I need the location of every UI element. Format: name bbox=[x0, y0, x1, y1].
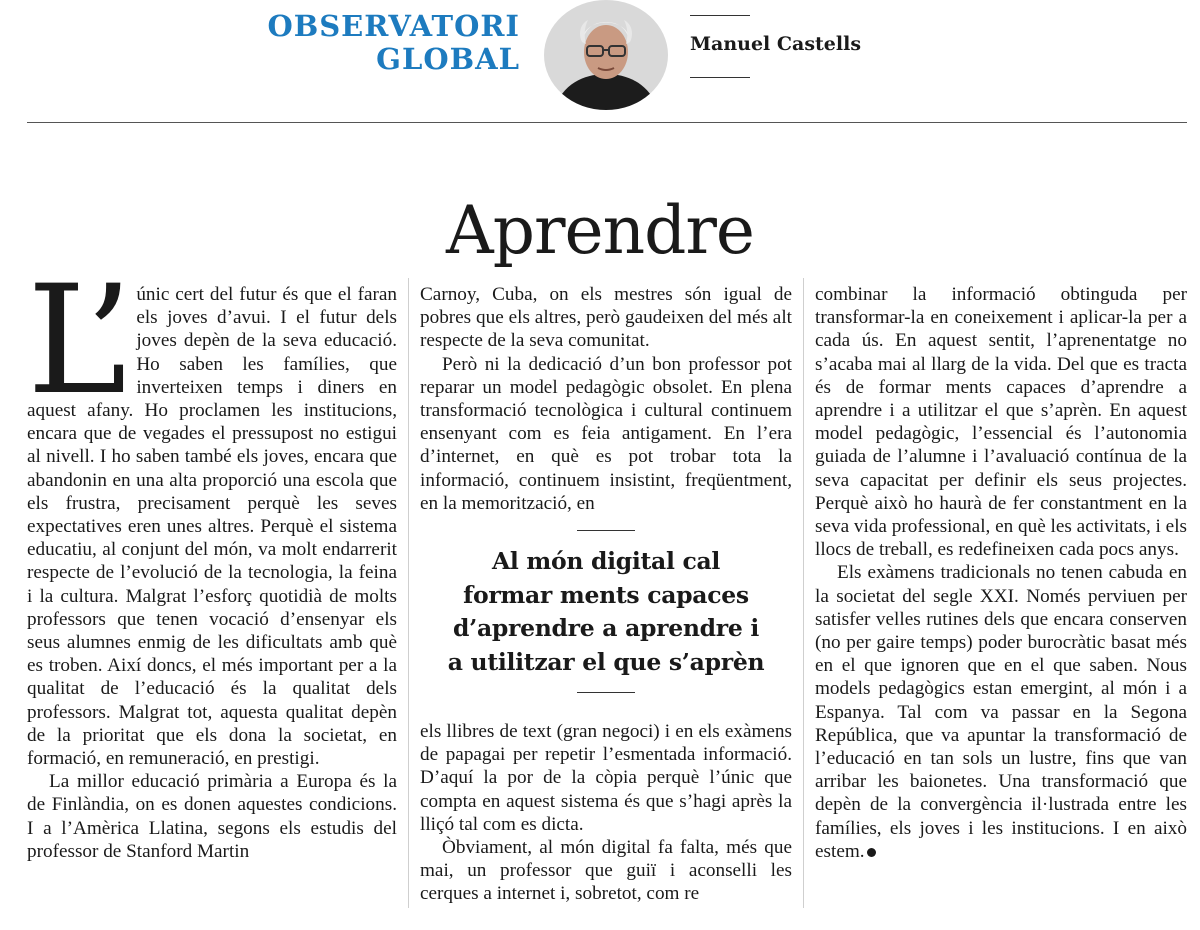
pull-quote-line: Al món digital cal bbox=[491, 547, 721, 575]
article-headline: Aprendre bbox=[446, 192, 754, 270]
article-paragraph: Òbviament, al món digital fa falta, més que mai, un professor que guiï i aconselli les cerques a internet i, sobretot, com re bbox=[420, 837, 792, 905]
article-column-2-bottom bbox=[420, 720, 792, 906]
pullquote-rule-top bbox=[577, 530, 635, 531]
article-column-3 bbox=[815, 283, 1187, 863]
article-paragraph: els llibres de text (gran negoci) i en els exàmens de papagai per repetir l’esmentada informació. D’aquí la por de la còpia perquè l’únic que compta en aquest sistema és que s’hagi après la lliçó tal com es dicta. bbox=[420, 721, 792, 835]
pullquote-rule-bottom bbox=[577, 692, 635, 693]
header-divider bbox=[27, 122, 1187, 123]
author-rule-top bbox=[690, 15, 750, 16]
paragraph-text: Els exàmens tradicionals no tenen cabuda en la societat del segle XXI. Només perviuen per satisfer velles rutines dels que encara conserven (no per gaire temps) poder burocràtic basat més en el que ignoren que en el que saben. Nous models pedagògics estan emergint, al món i a Espanya. Tal com va passar en la Segona República, que va apuntar la transformació de l’educació en tan sols un lustre, fins que van arribar les baionetes. Una transformació que depèn de la convergència il·lustrada entre les famílies, els joves i les institucions. I en això estem. bbox=[815, 562, 1187, 862]
article-paragraph: La millor educació primària a Europa és la de Finlàndia, on es donen aquestes condicions. I a l’Amèrica Llatina, segons els estudis del professor de Stanford Martin bbox=[27, 771, 397, 862]
article-column-1 bbox=[27, 254, 397, 863]
article-column-2-top bbox=[420, 283, 792, 515]
pull-quote bbox=[420, 545, 792, 679]
author-byline: Manuel Castells bbox=[690, 33, 862, 55]
section-title-line2: GLOBAL bbox=[376, 42, 520, 76]
column-divider bbox=[803, 278, 804, 908]
article-paragraph bbox=[815, 561, 1187, 863]
pull-quote-line: formar ments capaces bbox=[463, 580, 749, 609]
end-of-article-mark bbox=[867, 848, 876, 857]
article-paragraph: Però ni la dedicació d’un bon professor pot reparar un model pedagògic obsolet. En plena transformació tecnològica i cultural continuem ensenyant com es feia antigament. En l’era d’internet, en què es pot trobar tota la informació, continuem insistint, freqüentment, en la memorització, en bbox=[420, 353, 792, 514]
paragraph-text: únic cert del futur és que el faran els joves d’avui. I el futur dels joves depèn de la seva educació. Ho saben les famílies, que inverteixen temps i diners en aquest afany. Ho proclamen les institucions, encara que de vegades el pressupost no estigui al nivell. I ho saben també els joves, encara que abandonin en una alta proporció una escola que els frustra, precisament perquè les seves expectatives eren unes altres. Perquè el sistema educatiu, al conjunt del món, va molt endarrerit respecte de l’evolució de la tecnologia, la feina i la cultura. Malgrat l’esforç quotidià de molts professors que tenen vocació d’ensenyar els seus alumnes enmig de les dificultats amb què es troben. Així doncs, el més important per a la qualitat de l’educació és la qualitat dels professors. Malgrat tot, aquesta qualitat depèn de la prioritat que els dona la societat, en formació, en remuneració, en prestigi. bbox=[27, 284, 397, 770]
author-rule-bottom bbox=[690, 77, 750, 78]
drop-cap: L’ bbox=[27, 254, 127, 428]
column-divider bbox=[408, 278, 409, 908]
section-title-line1: OBSERVATORI bbox=[267, 9, 520, 43]
pull-quote-line: a utilitzar el que s’aprèn bbox=[447, 647, 765, 676]
author-portrait bbox=[544, 0, 668, 110]
article-paragraph: combinar la informació obtinguda per transformar-la en coneixement i aplicar-la per a cada ús. En aquest sentit, l’aprenentatge no s’acaba mai al llarg de la vida. Del que es tracta és de formar ments capaces d’aprendre a aprendre i a utilitzar el que s’aprèn. En aquest model pedagògic, l’essencial és l’autonomia guiada de l’alumne i l’avaluació contínua de la seva capacitat per definir els seus projectes. Perquè això ho haurà de fer constantment en la seva vida professional, en què les activitats, i els llocs de treball, es redefineixen cada pocs anys. bbox=[815, 284, 1187, 561]
author-portrait-illustration bbox=[544, 0, 668, 110]
section-title bbox=[250, 10, 520, 76]
article-paragraph: Carnoy, Cuba, on els mestres són igual de pobres que els altres, però gaudeixen del més alt respecte de la seva comunitat. bbox=[420, 284, 792, 352]
pull-quote-line: d’aprendre a aprendre i bbox=[452, 614, 760, 642]
article-paragraph bbox=[27, 254, 397, 770]
